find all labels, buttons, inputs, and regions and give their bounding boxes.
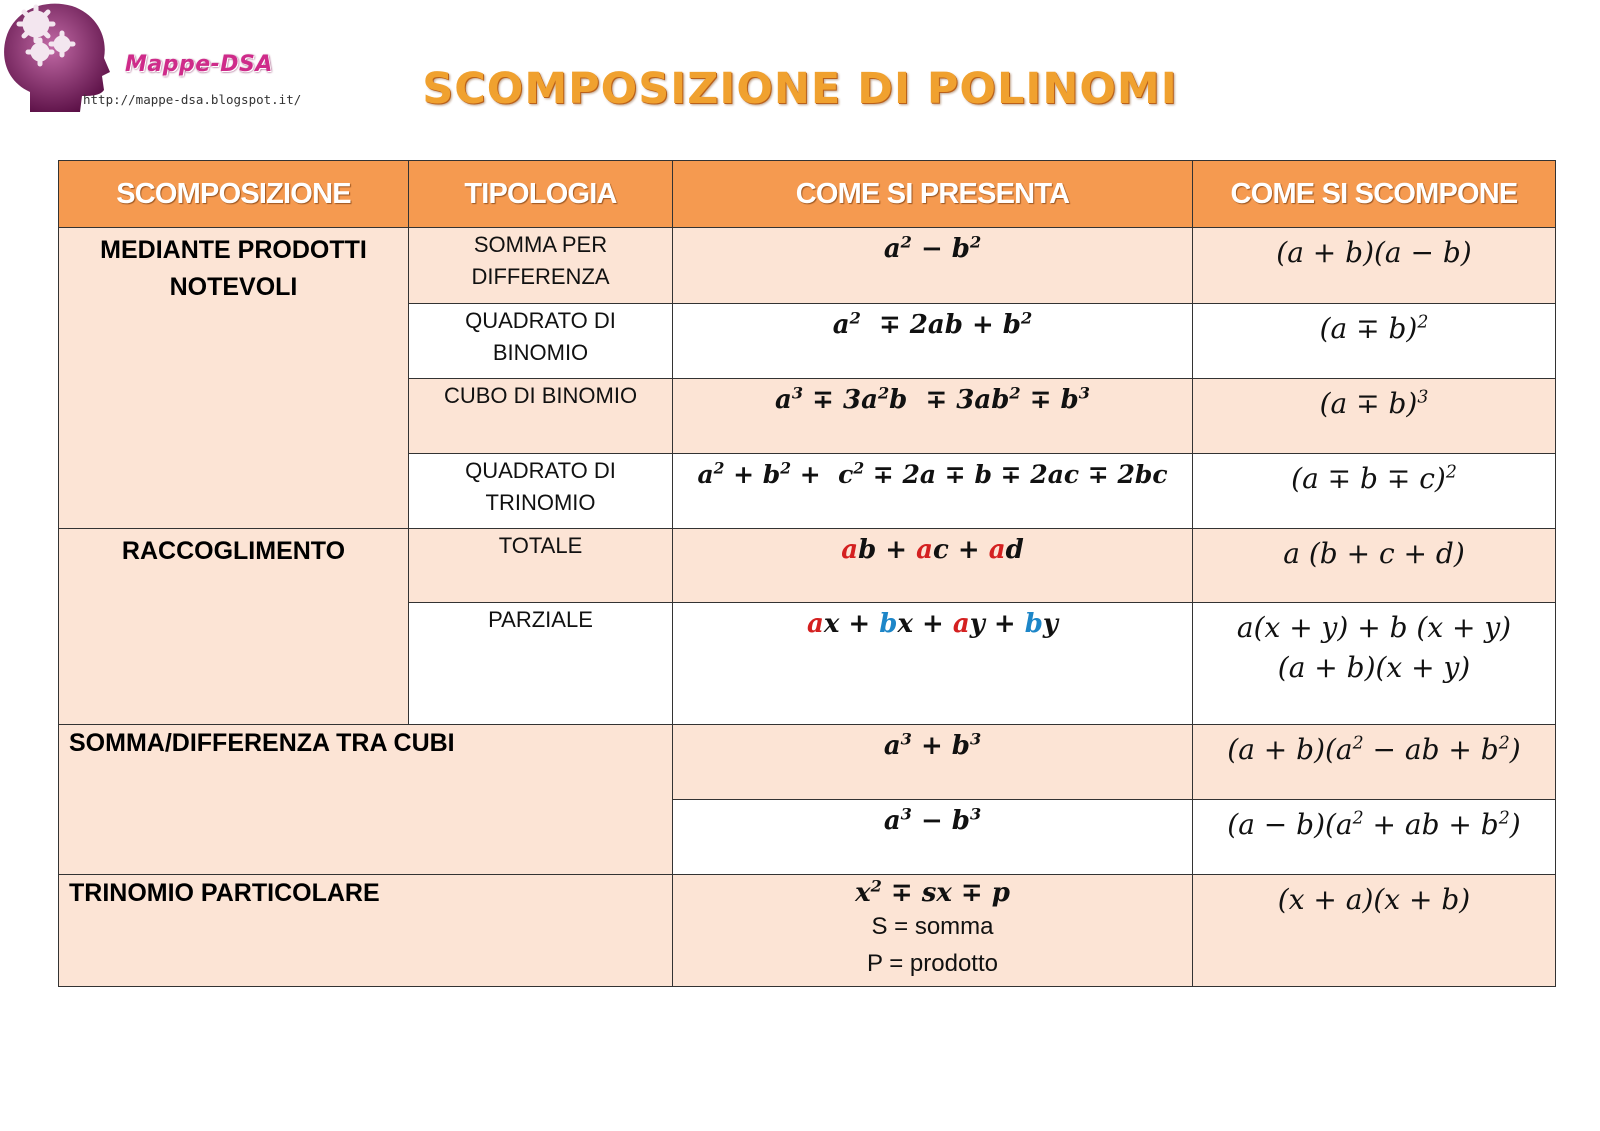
- note-somma: S = somma: [871, 913, 994, 940]
- scompone-cell: $(a \mp b)^3$: [1193, 379, 1556, 454]
- presenta-cell: [673, 875, 1193, 987]
- page-title: SCOMPOSIZIONE DI POLINOMI: [422, 64, 1178, 114]
- column-header-scomposizione: SCOMPOSIZIONE: [59, 161, 409, 228]
- tipologia-cell: QUADRATO DI TRINOMIO: [409, 454, 673, 529]
- table-row: [59, 875, 1556, 987]
- logo-name: Mappe-DSA: [125, 52, 273, 77]
- note-prodotto: P = prodotto: [867, 950, 998, 977]
- group-cubi: SOMMA/DIFFERENZA TRA CUBI: [59, 725, 673, 875]
- presenta-cell: $a^3 + b^3$: [673, 725, 1193, 800]
- table-row: [59, 228, 1556, 304]
- tipologia-cell: QUADRATO DI BINOMIO: [409, 304, 673, 379]
- scompone-cell: a (b + c + d): [1193, 529, 1556, 603]
- trinomio-formula: $x^2$ ∓ sx ∓ p: [855, 876, 1010, 908]
- presenta-cell: $a^2 - b^2$: [673, 228, 1193, 304]
- table-row: [59, 529, 1556, 603]
- table-row: [59, 725, 1556, 800]
- presenta-cell: $a^2 \mp 2ab + b^2$: [673, 304, 1193, 379]
- table-header-row: [59, 161, 1556, 228]
- column-header-tipologia: TIPOLOGIA: [409, 161, 673, 228]
- group-prodotti-notevoli: MEDIANTE PRODOTTI NOTEVOLI: [59, 228, 409, 529]
- scompone-line-2: (a + b)(x + y): [1277, 651, 1471, 684]
- presenta-cell: $a^3 - b^3$: [673, 800, 1193, 875]
- scompone-cell: $(a \mp b \mp c)^2$: [1193, 454, 1556, 529]
- presenta-cell: ax + bx + ay + by: [673, 603, 1193, 725]
- scompone-cell: $(a + b)(a^2$ − ab + $b^2$): [1193, 725, 1556, 800]
- decomposition-table: [58, 160, 1556, 987]
- logo: [0, 0, 330, 120]
- scompone-cell: [1193, 603, 1556, 725]
- presenta-cell: $a^2 + b^2 + c^2 \mp 2a \mp b \mp 2ac \mp 2bc$: [673, 454, 1193, 529]
- column-header-scompone: COME SI SCOMPONE: [1193, 161, 1556, 228]
- group-raccoglimento: RACCOGLIMENTO: [59, 529, 409, 725]
- column-header-presenta: COME SI PRESENTA: [673, 161, 1193, 228]
- logo-url: http://mappe-dsa.blogspot.it/: [83, 92, 302, 107]
- tipologia-cell: PARZIALE: [409, 603, 673, 725]
- scompone-cell: (a + b)(a − b): [1193, 228, 1556, 304]
- scompone-cell: (x + a)(x + b): [1193, 875, 1556, 987]
- scompone-cell: $(a \mp b)^2$: [1193, 304, 1556, 379]
- group-trinomio: TRINOMIO PARTICOLARE: [59, 875, 673, 987]
- scompone-cell: $(a - b)(a^2$ + ab + $b^2$): [1193, 800, 1556, 875]
- scompone-line-1: a(x + y) + b (x + y): [1236, 611, 1512, 644]
- tipologia-cell: CUBO DI BINOMIO: [409, 379, 673, 454]
- presenta-cell: $a^3 \mp 3a^2b \mp 3ab^2 \mp b^3$: [673, 379, 1193, 454]
- tipologia-cell: TOTALE: [409, 529, 673, 603]
- tipologia-cell: SOMMA PER DIFFERENZA: [409, 228, 673, 304]
- presenta-cell: ab + ac + ad: [673, 529, 1193, 603]
